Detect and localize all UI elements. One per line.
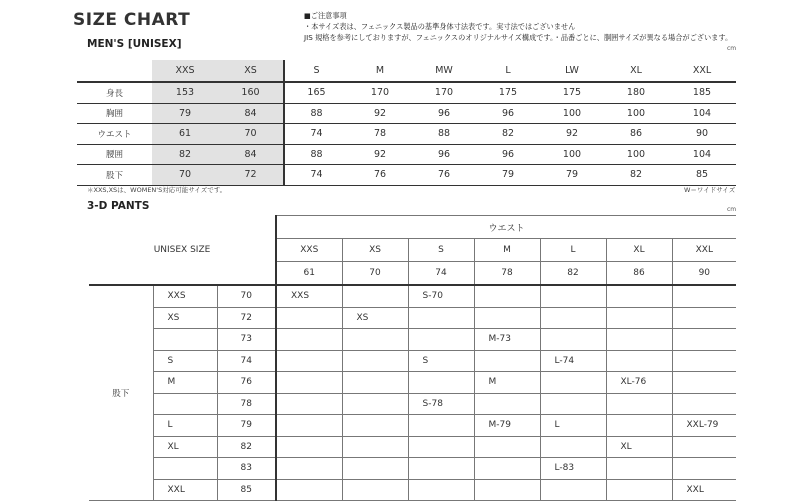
pants-size-cell	[606, 458, 672, 480]
measure-value: 74	[284, 165, 348, 186]
measure-value: 104	[668, 103, 736, 124]
mens-title: MEN'S [UNISEX]	[87, 38, 182, 50]
pants-size-cell	[342, 415, 408, 437]
measure-value: 79	[540, 165, 604, 186]
inseam-value: 72	[217, 307, 276, 329]
measure-value: 92	[540, 124, 604, 145]
pants-row	[89, 415, 736, 437]
note-line: ・本サイズ表は、フェニックス製品の基準身体寸法表です。実寸法ではございません	[304, 22, 576, 31]
pants-size-cell: L-74	[540, 350, 606, 372]
measure-value: 76	[412, 165, 476, 186]
waist-value: 61	[276, 262, 342, 286]
pants-size-cell: XXS	[276, 285, 342, 307]
pants-size-cell	[276, 393, 342, 415]
pants-title: 3-D PANTS	[87, 200, 150, 212]
pants-size-cell	[606, 329, 672, 351]
measure-value: 170	[412, 82, 476, 103]
inseam-size: XL	[153, 436, 217, 458]
mens-header-row	[77, 60, 736, 82]
inseam-value: 76	[217, 372, 276, 394]
pants-size-cell	[540, 329, 606, 351]
pants-size-cell	[342, 436, 408, 458]
pants-size-cell	[540, 436, 606, 458]
inseam-size	[153, 329, 217, 351]
pants-size-cell	[606, 479, 672, 501]
mens-row	[77, 82, 736, 103]
measure-value: 74	[284, 124, 348, 145]
pants-size-cell	[342, 458, 408, 480]
pants-size-cell: XL-76	[606, 372, 672, 394]
measure-value: 88	[284, 144, 348, 165]
inseam-size: XXL	[153, 479, 217, 501]
unisex-size-label: UNISEX SIZE	[89, 216, 276, 286]
measure-label: 胸囲	[77, 103, 152, 124]
pants-size-cell	[672, 393, 736, 415]
pants-size-cell	[276, 458, 342, 480]
measure-value: 175	[540, 82, 604, 103]
pants-size-cell	[342, 350, 408, 372]
pants-size-cell	[540, 285, 606, 307]
size-header: XXS	[152, 60, 218, 82]
measure-value: 90	[668, 124, 736, 145]
pants-size-cell	[474, 350, 540, 372]
pants-size-cell	[606, 415, 672, 437]
pants-size-cell	[474, 436, 540, 458]
pants-row	[89, 436, 736, 458]
pants-row	[89, 307, 736, 329]
mens-row	[77, 144, 736, 165]
measure-value: 100	[604, 103, 668, 124]
inseam-size: L	[153, 415, 217, 437]
measure-value: 153	[152, 82, 218, 103]
measure-value: 82	[476, 124, 540, 145]
measure-value: 185	[668, 82, 736, 103]
pants-size-cell	[672, 307, 736, 329]
measure-label: 股下	[77, 165, 152, 186]
pants-size-cell	[342, 329, 408, 351]
waist-value: 86	[606, 262, 672, 286]
measure-label: 身長	[77, 82, 152, 103]
pants-size-cell	[540, 393, 606, 415]
header-blank	[77, 60, 152, 82]
pants-size-cell: M-79	[474, 415, 540, 437]
waist-value: 82	[540, 262, 606, 286]
pants-size-cell	[276, 415, 342, 437]
pants-size-cell	[606, 393, 672, 415]
pants-size-cell: M-73	[474, 329, 540, 351]
inseam-size: M	[153, 372, 217, 394]
pants-size-cell	[408, 372, 474, 394]
pants-size-cell	[672, 285, 736, 307]
pants-size-cell	[342, 285, 408, 307]
pants-size-cell: XXL	[672, 479, 736, 501]
pants-row	[89, 479, 736, 501]
inseam-size	[153, 393, 217, 415]
waist-value: 78	[474, 262, 540, 286]
measure-value: 165	[284, 82, 348, 103]
inseam-value: 78	[217, 393, 276, 415]
measure-value: 92	[348, 103, 412, 124]
note-line: JIS 規格を参考にしておりますが、フェニックスのオリジナルサイズ構成です。・品番ごとに、胴囲サイズが異なる場合がございます。	[304, 33, 733, 42]
measure-value: 175	[476, 82, 540, 103]
size-header: XXL	[668, 60, 736, 82]
inseam-size	[153, 458, 217, 480]
waist-label: ウエスト	[276, 216, 736, 239]
pants-size-cell: XS	[342, 307, 408, 329]
measure-label: 腰囲	[77, 144, 152, 165]
pants-size-cell	[606, 350, 672, 372]
measure-value: 72	[218, 165, 284, 186]
mens-row	[77, 124, 736, 145]
waist-size-header: XL	[606, 239, 672, 262]
inseam-value: 82	[217, 436, 276, 458]
measure-value: 100	[540, 103, 604, 124]
measure-value: 96	[476, 103, 540, 124]
measure-label: ウエスト	[77, 124, 152, 145]
inseam-value: 83	[217, 458, 276, 480]
note-heading: ■ご注意事項	[304, 11, 347, 20]
mens-footnote: ＊XXS,XSは、WOMEN'S対応可能サイズです。	[87, 186, 227, 194]
pants-size-cell	[276, 436, 342, 458]
pants-size-cell	[276, 479, 342, 501]
measure-value: 85	[668, 165, 736, 186]
pants-size-cell	[276, 329, 342, 351]
size-header: L	[476, 60, 540, 82]
waist-size-header: L	[540, 239, 606, 262]
inseam-value: 85	[217, 479, 276, 501]
pants-size-cell	[540, 307, 606, 329]
measure-value: 104	[668, 144, 736, 165]
pants-size-cell: S	[408, 350, 474, 372]
size-header: XS	[218, 60, 284, 82]
waist-size-header: XXS	[276, 239, 342, 262]
page-title: SIZE CHART	[73, 10, 191, 30]
pants-size-cell: XXL-79	[672, 415, 736, 437]
pants-size-cell: S-70	[408, 285, 474, 307]
inseam-label: 股下	[89, 285, 153, 501]
inseam-size: XXS	[153, 285, 217, 307]
pants-size-cell	[474, 307, 540, 329]
measure-value: 96	[412, 103, 476, 124]
waist-size-header: M	[474, 239, 540, 262]
pants-waist-label-row	[89, 216, 736, 239]
pants-size-cell	[540, 479, 606, 501]
measure-value: 180	[604, 82, 668, 103]
pants-size-cell	[540, 372, 606, 394]
waist-value: 90	[672, 262, 736, 286]
measure-value: 88	[412, 124, 476, 145]
pants-size-cell: L-83	[540, 458, 606, 480]
pants-size-cell	[408, 329, 474, 351]
pants-size-cell	[672, 329, 736, 351]
inseam-value: 79	[217, 415, 276, 437]
pants-size-cell	[276, 307, 342, 329]
measure-value: 70	[152, 165, 218, 186]
pants-size-cell	[672, 436, 736, 458]
measure-value: 70	[218, 124, 284, 145]
pants-size-cell	[408, 307, 474, 329]
pants-size-table	[89, 215, 736, 501]
pants-size-cell	[474, 458, 540, 480]
pants-size-cell	[408, 479, 474, 501]
pants-row	[89, 393, 736, 415]
pants-row	[89, 372, 736, 394]
pants-size-cell: S-78	[408, 393, 474, 415]
pants-row	[89, 285, 736, 307]
size-header: MW	[412, 60, 476, 82]
pants-row	[89, 458, 736, 480]
pants-size-cell	[408, 458, 474, 480]
waist-value: 74	[408, 262, 474, 286]
measure-value: 79	[476, 165, 540, 186]
mens-row	[77, 103, 736, 124]
pants-size-cell	[606, 285, 672, 307]
measure-value: 82	[152, 144, 218, 165]
pants-size-cell	[342, 372, 408, 394]
pants-size-cell	[606, 307, 672, 329]
pants-size-cell	[474, 285, 540, 307]
pants-size-cell	[672, 458, 736, 480]
size-header: M	[348, 60, 412, 82]
pants-size-cell	[672, 372, 736, 394]
waist-size-header: S	[408, 239, 474, 262]
inseam-size: XS	[153, 307, 217, 329]
mens-row	[77, 165, 736, 186]
measure-value: 96	[412, 144, 476, 165]
measure-value: 79	[152, 103, 218, 124]
size-header: XL	[604, 60, 668, 82]
pants-row	[89, 350, 736, 372]
inseam-size: S	[153, 350, 217, 372]
measure-value: 84	[218, 144, 284, 165]
measure-value: 100	[540, 144, 604, 165]
measure-value: 88	[284, 103, 348, 124]
pants-size-cell	[672, 350, 736, 372]
pants-row	[89, 329, 736, 351]
inseam-value: 70	[217, 285, 276, 307]
measure-value: 61	[152, 124, 218, 145]
mens-unit: cm	[727, 45, 737, 52]
pants-size-cell	[342, 393, 408, 415]
waist-value: 70	[342, 262, 408, 286]
pants-size-cell	[276, 350, 342, 372]
measure-value: 96	[476, 144, 540, 165]
measure-value: 86	[604, 124, 668, 145]
pants-size-cell	[408, 436, 474, 458]
pants-size-cell: XL	[606, 436, 672, 458]
waist-size-header: XS	[342, 239, 408, 262]
pants-unit: cm	[727, 206, 737, 213]
inseam-value: 73	[217, 329, 276, 351]
wide-size-note: W＝ワイドサイズ	[684, 186, 736, 194]
measure-value: 84	[218, 103, 284, 124]
pants-size-cell	[474, 393, 540, 415]
pants-size-cell	[276, 372, 342, 394]
mens-size-table	[77, 60, 736, 186]
pants-size-cell	[408, 415, 474, 437]
measure-value: 92	[348, 144, 412, 165]
waist-size-header: XXL	[672, 239, 736, 262]
size-header: LW	[540, 60, 604, 82]
pants-size-cell: M	[474, 372, 540, 394]
inseam-value: 74	[217, 350, 276, 372]
pants-size-cell	[342, 479, 408, 501]
notes	[304, 10, 732, 43]
pants-size-cell: L	[540, 415, 606, 437]
measure-value: 160	[218, 82, 284, 103]
measure-value: 100	[604, 144, 668, 165]
measure-value: 170	[348, 82, 412, 103]
measure-value: 76	[348, 165, 412, 186]
measure-value: 82	[604, 165, 668, 186]
size-header: S	[284, 60, 348, 82]
measure-value: 78	[348, 124, 412, 145]
pants-size-cell	[474, 479, 540, 501]
